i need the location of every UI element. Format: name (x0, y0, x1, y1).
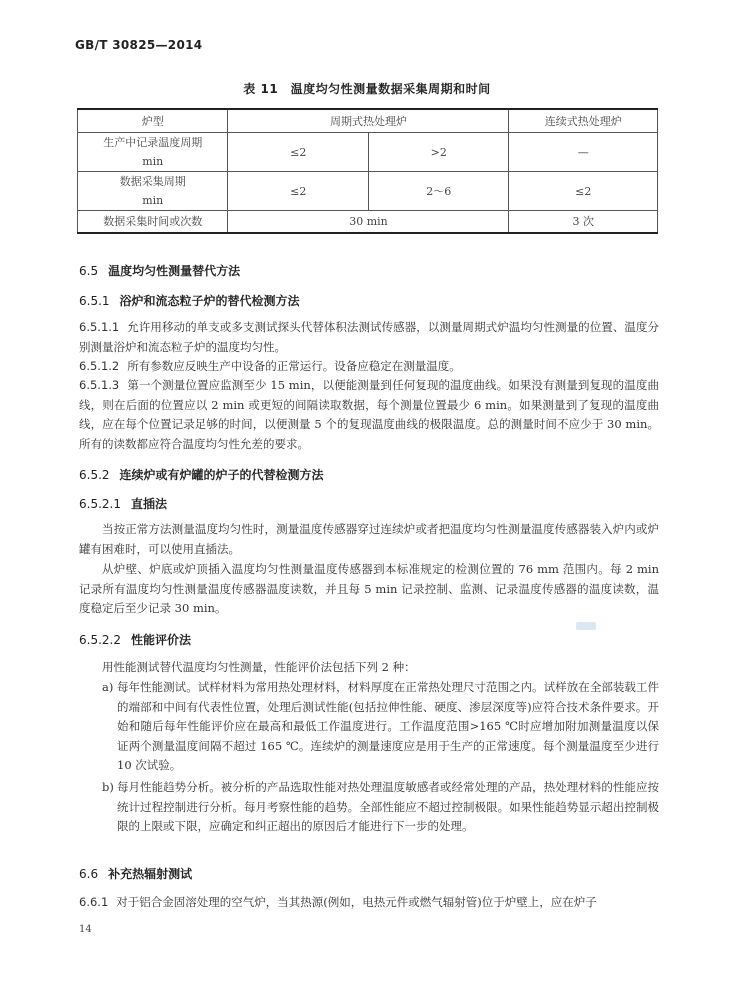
section-number: 6.5 (79, 264, 99, 278)
table-cell: 3 次 (509, 211, 658, 234)
section-title: 连续炉或有炉罐的炉子的代替检测方法 (119, 468, 324, 482)
body-paragraph: 当按正常方法测量温度均匀性时，测量温度传感器穿过连续炉或者把温度均匀性测量温度传感器装入炉内或炉罐有困难时，可以使用直插法。 (79, 522, 659, 556)
clause-text: 所有参数应反映生产中设备的正常运行。设备应稳定在测量温度。 (127, 359, 461, 373)
clause-text: 第一个测量位置应监测至少 15 min，以便能测量到任何复现的温度曲线。如果没有测量到复现的温度曲线，则在后面的位置应以 2 min 或更短的间隔读取数据，每个测量位置最少 6 min。如果测量到了复现的温度曲线，应在每个位置记录足够的时间，以便测量 5 个的复现温度曲线的极限温度。总的测量时间不应少于 30 min。所有的读数都应符合温度均匀性允差的要求。 (79, 378, 659, 451)
section-number: 6.6 (79, 867, 99, 881)
clause-text: 对于铝合金固溶处理的空气炉，当其热源(例如，电热元件或燃气辐射管)位于炉壁上，应在炉子 (116, 895, 597, 909)
clause-number: 6.5.1.2 (79, 359, 120, 373)
table-header-row (78, 109, 658, 133)
section-title: 补充热辐射测试 (108, 867, 193, 881)
table-cell-merged: 30 min (228, 211, 509, 234)
section-number: 6.5.2 (79, 468, 110, 482)
list-item (79, 678, 659, 776)
list-item-text: 每年性能测试。试样材料为常用热处理材料，材料厚度在正常热处理尺寸范围之内。试样放在全部装载工件的端部和中间有代表性位置，处理后测试性能(包括拉伸性能、硬度、渗层深度等)应符合技术条件要求。开始和随后每年性能评价应在最高和最低工作温度进行。工作温度范围>165 ℃时应增加附加测量温度以保证两个测量温度间隔不超过 165 ℃。连续炉的测量速度应是用于生产的正常速度。每个测量温度至少进行 10 次试验。 (117, 680, 659, 772)
list-marker: a) (102, 680, 114, 694)
list-item-text: 每月性能趋势分析。被分析的产品选取性能对热处理温度敏感者或经常处理的产品，热处理材料的性能应按统计过程控制进行分析。每月考察性能的趋势。全部性能应不超过控制极限。如果性能趋势显示超出控制极限的上限或下限，应确定和纠正超出的原因后才能进行下一步的处理。 (117, 780, 659, 833)
col-header-furnace-type: 炉型 (78, 109, 228, 133)
section-heading (79, 262, 240, 279)
section-title: 性能评价法 (130, 633, 191, 647)
clause-number: 6.6.1 (79, 895, 109, 909)
table-row (78, 211, 658, 234)
table-cell: ≤2 (228, 133, 369, 172)
section-title: 浴炉和流态粒子炉的替代检测方法 (119, 294, 300, 308)
table-row (78, 172, 658, 211)
row-label-unit: min (142, 194, 164, 207)
section-number: 6.5.2.1 (79, 497, 121, 511)
table-cell: ≤2 (509, 172, 658, 211)
row-label: 数据采集时间或次数 (78, 211, 228, 234)
section-title: 温度均匀性测量替代方法 (108, 264, 241, 278)
table-caption: 表 11 温度均匀性测量数据采集周期和时间 (243, 82, 491, 96)
clause-paragraph (79, 893, 659, 913)
clause-paragraph (79, 318, 659, 357)
col-header-continuous-furnace: 连续式热处理炉 (509, 109, 658, 133)
row-label (78, 172, 228, 211)
table-cell: >2 (368, 133, 509, 172)
body-paragraph: 用性能测试替代温度均匀性测量，性能评价法包括下列 2 种： (102, 660, 416, 674)
table-cell: — (509, 133, 658, 172)
row-label-line: 数据采集周期 (119, 175, 186, 188)
row-label-line: 生产中记录温度周期 (103, 136, 203, 149)
table-cell: 2～6 (368, 172, 509, 211)
body-paragraph: 从炉壁、炉底或炉顶插入温度均匀性测量温度传感器到本标准规定的检测位置的 76 mm 范围内。每 2 min 记录所有温度均匀性测量温度传感器温度读数，并且每 5 min 记录控制、监测、记录温度传感器的温度读数，温度稳定后至少记录 30 min。 (79, 562, 659, 615)
list-marker: b) (102, 780, 114, 794)
section-heading (79, 865, 192, 882)
row-label (78, 133, 228, 172)
clause-paragraph (79, 357, 659, 377)
list-item (79, 778, 659, 837)
table-cell: ≤2 (228, 172, 369, 211)
clause-number: 6.5.1.3 (79, 378, 120, 392)
section-number: 6.5.2.2 (79, 633, 121, 647)
section-heading (79, 495, 167, 512)
row-label-unit: min (142, 155, 164, 168)
col-header-batch-furnace: 周期式热处理炉 (228, 109, 509, 133)
page-number: 14 (79, 924, 92, 935)
data-table (77, 108, 658, 234)
clause-text: 允许用移动的单支或多支测试探头代替体积法测试传感器，以测量周期式炉温均匀性测量的位置、温度分别测量浴炉和流态粒子炉的温度均匀性。 (79, 320, 659, 354)
section-number: 6.5.1 (79, 294, 110, 308)
section-heading (79, 466, 324, 483)
section-heading (79, 292, 300, 309)
section-title: 直插法 (130, 497, 167, 511)
clause-paragraph (79, 376, 659, 454)
clause-number: 6.5.1.1 (79, 320, 120, 334)
section-heading (79, 631, 191, 648)
standard-code-header: GB/T 30825—2014 (75, 38, 203, 52)
watermark-mark (576, 622, 596, 630)
table-row (78, 133, 658, 172)
